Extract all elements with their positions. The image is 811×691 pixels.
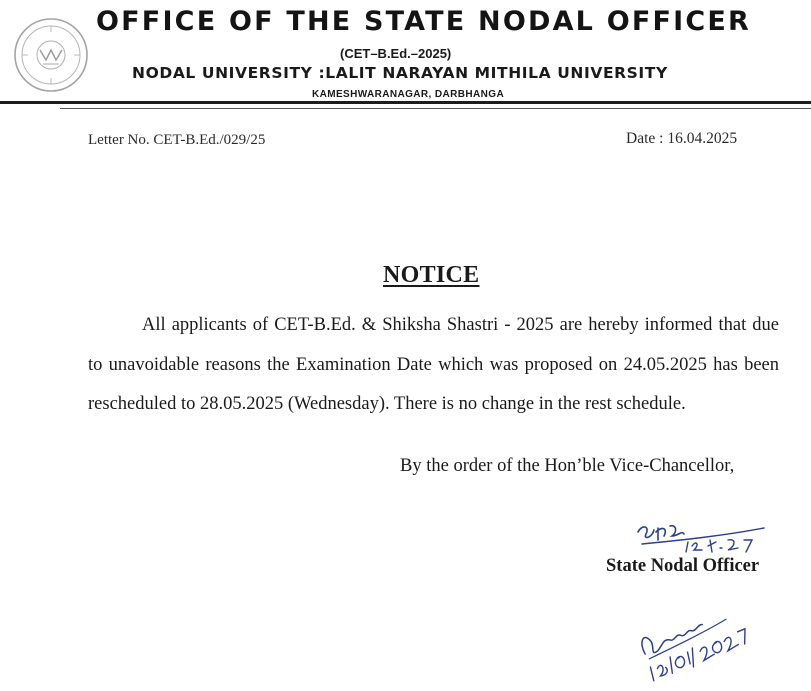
nodal-university-line: NODAL UNIVERSITY :LALIT NARAYAN MITHILA UNIVERSITY [132,64,668,82]
header-divider-thin [60,108,811,109]
office-title: OFFICE OF THE STATE NODAL OFFICER [96,6,752,37]
exam-subtitle: (CET–B.Ed.–2025) [340,46,452,61]
notice-heading: NOTICE [383,262,480,288]
header-divider [0,101,811,104]
officer-designation: State Nodal Officer [606,556,760,576]
letter-number: Letter No. CET-B.Ed./029/25 [88,132,266,148]
notice-body: All applicants of CET-B.Ed. & Shiksha Shastri - 2025 are hereby informed that due to unavoidable reasons the Examination Date which was proposed on 24.05.2025 has been rescheduled to 28.05.2025 (Wednesday). There is no change in the rest schedule. [88,315,779,414]
order-line: By the order of the Hon’ble Vice-Chancellor, [400,456,735,476]
letter-date: Date : 16.04.2025 [626,130,738,147]
signature-dated-2 [636,602,746,682]
university-seal-logo [10,14,92,96]
signature-initials-1 [632,518,772,560]
address-line: KAMESHWARANAGAR, DARBHANGA [312,89,505,100]
